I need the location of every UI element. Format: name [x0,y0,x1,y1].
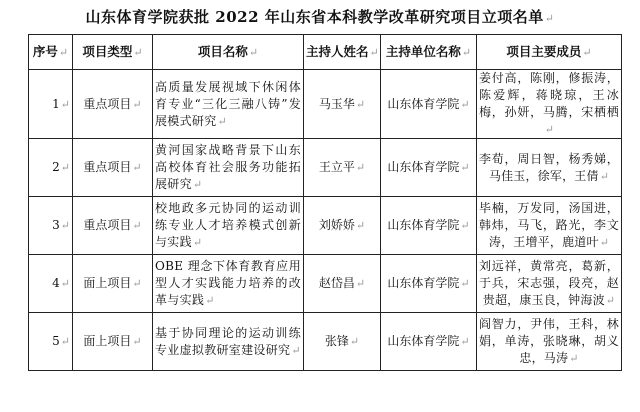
cell-type: 重点项目↵ [73,197,153,255]
cell-name: OBE 理念下体育教育应用型人才实践能力培养的改革与实践↵ [153,255,304,313]
header-num: 序号↵ [29,35,73,70]
header-name: 项目名称↵ [153,35,304,70]
table-header-row [29,35,622,70]
title-text: 山东体育学院获批 2022 年山东省本科教学改革研究项目立项名单 [85,8,544,26]
header-type: 项目类型↵ [73,35,153,70]
cell-members: 刘远祥，黄常亮，葛新，于兵，宋志强，段亮，赵贵超，康玉良，钟海波↵ [477,255,622,313]
table-row [29,139,622,197]
paragraph-mark-icon: ↵ [544,123,555,136]
cell-host: 刘娇娇↵ [304,197,381,255]
paragraph-mark-icon: ↵ [461,46,472,59]
paragraph-mark-icon: ↵ [133,46,143,59]
document-title [0,6,640,27]
table-row [29,313,622,371]
cell-unit: 山东体育学院↵ [381,139,477,197]
paragraph-mark-icon: ↵ [582,46,592,59]
paragraph-mark-icon: ↵ [355,97,366,111]
cell-num: 2↵ [29,139,73,197]
paragraph-mark-icon: ↵ [355,277,366,290]
paragraph-mark-icon: ↵ [132,161,142,174]
paragraph-mark-icon: ↵ [599,169,610,183]
paragraph-mark-icon: ↵ [205,294,215,307]
cell-members: 李荀，周日智，杨秀娣，马佳玉，徐军，王倩↵ [477,139,622,197]
paragraph-mark-icon: ↵ [192,178,203,191]
paragraph-mark-icon: ↵ [605,294,616,307]
paragraph-mark-icon: ↵ [355,161,366,174]
cell-host: 王立平↵ [304,139,381,197]
project-list-table [28,34,622,371]
paragraph-mark-icon: ↵ [58,46,69,59]
paragraph-mark-icon: ↵ [569,352,579,365]
paragraph-mark-icon: ↵ [599,236,610,249]
paragraph-mark-icon: ↵ [217,114,228,128]
cell-type: 重点项目↵ [73,70,153,139]
cell-num: 4↵ [29,255,73,313]
cell-unit: 山东体育学院↵ [381,255,477,313]
cell-unit: 山东体育学院↵ [381,70,477,139]
paragraph-mark-icon: ↵ [60,335,70,348]
table-row [29,197,622,255]
cell-host: 张锋↵ [304,313,381,371]
paragraph-mark-icon: ↵ [132,97,142,111]
cell-name: 校地政多元协同的运动训练专业人才培养模式创新与实践↵ [153,197,304,255]
cell-type: 面上项目↵ [73,255,153,313]
cell-host: 赵岱昌↵ [304,255,381,313]
paragraph-mark-icon: ↵ [60,277,70,290]
paragraph-mark-icon: ↵ [132,219,142,232]
paragraph-mark-icon: ↵ [460,219,470,232]
table-row [29,70,622,139]
cell-name: 高质量发展视域下休闲体育专业“三化三融八铸”发展模式研究↵ [153,70,304,139]
paragraph-mark-icon: ↵ [248,46,259,59]
paragraph-mark-icon: ↵ [460,335,470,348]
table-row [29,255,622,313]
paragraph-mark-icon: ↵ [544,12,555,25]
cell-members: 阎智力，尹伟，王科，林娟，单涛，张晓琳，胡义忠，马涛↵ [477,313,622,371]
cell-name: 基于协同理论的运动训练专业虚拟教研室建设研究↵ [153,313,304,371]
cell-members: 毕楠，万发同，汤国进，韩炜，马飞，路光，李文涛，王增平，鹿道叶↵ [477,197,622,255]
paragraph-mark-icon: ↵ [349,335,360,348]
cell-num: 5↵ [29,313,73,371]
paragraph-mark-icon: ↵ [460,161,470,174]
cell-num: 1↵ [29,70,73,139]
paragraph-mark-icon: ↵ [291,343,301,357]
paragraph-mark-icon: ↵ [369,46,379,59]
paragraph-mark-icon: ↵ [60,97,70,111]
paragraph-mark-icon: ↵ [132,335,142,348]
cell-type: 重点项目↵ [73,139,153,197]
cell-num: 3↵ [29,197,73,255]
cell-name: 黄河国家战略背景下山东高校体育社会服务功能拓展研究↵ [153,139,304,197]
paragraph-mark-icon: ↵ [460,97,470,111]
paragraph-mark-icon: ↵ [60,219,70,232]
cell-unit: 山东体育学院↵ [381,197,477,255]
header-host: 主持人姓名↵ [304,35,381,70]
cell-members: 姜付高，陈刚，修振涛，陈爱辉，蒋晓琼，王冰梅，孙妍，马腾，宋栖栖↵ [477,70,622,139]
paragraph-mark-icon: ↵ [460,277,470,290]
header-members: 项目主要成员↵ [477,35,622,70]
paragraph-mark-icon: ↵ [132,277,142,290]
paragraph-mark-icon: ↵ [192,236,203,249]
header-unit: 主持单位名称↵ [381,35,477,70]
cell-unit: 山东体育学院↵ [381,313,477,371]
cell-type: 面上项目↵ [73,313,153,371]
paragraph-mark-icon: ↵ [355,219,366,232]
paragraph-mark-icon: ↵ [60,161,70,174]
cell-host: 马玉华↵ [304,70,381,139]
